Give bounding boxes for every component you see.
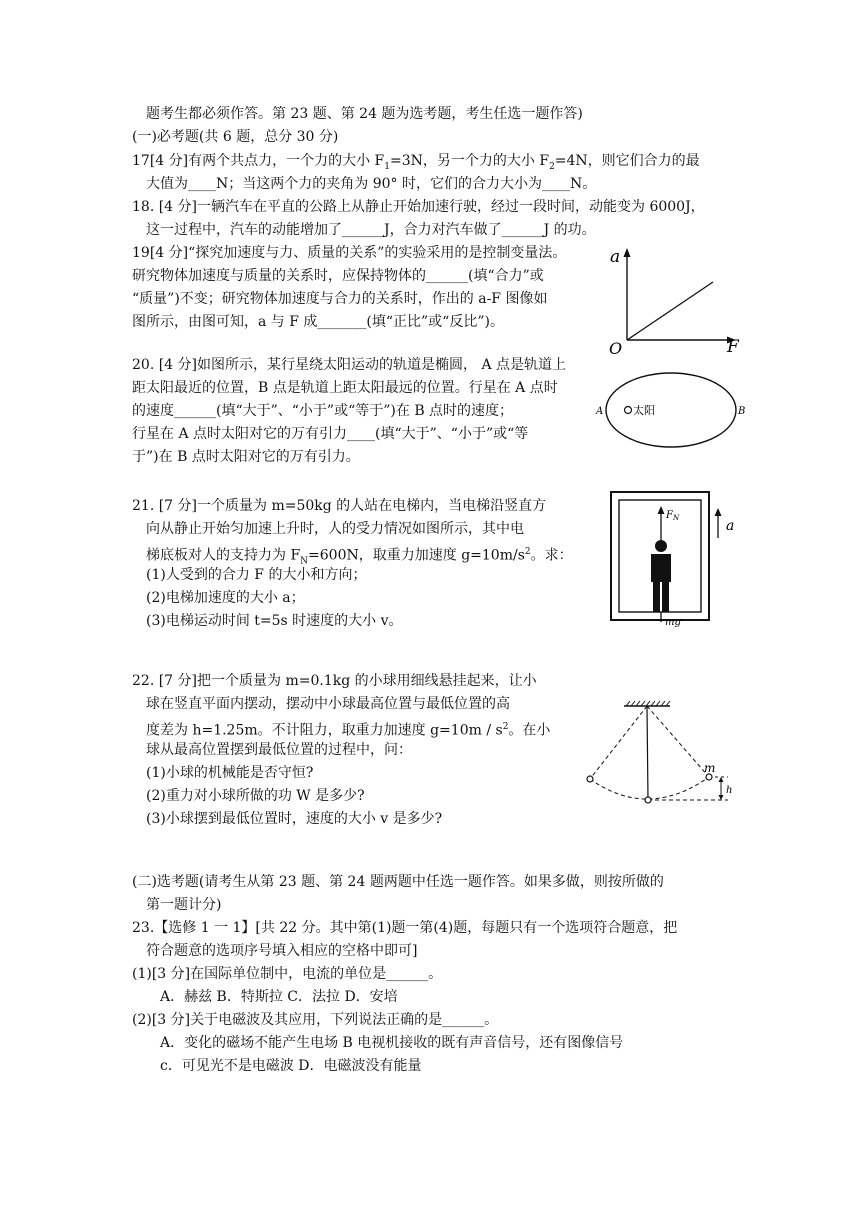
q22-pendulum-diagram <box>578 698 738 810</box>
section-required-heading: (一)必考题(共 6 题，总分 30 分) <box>132 129 339 145</box>
q19-origin-label: O <box>609 339 623 358</box>
q22-line2: 球在竖直平面内摆动，摆动中小球最高位置与最低位置的高 <box>146 696 510 712</box>
q19-line2: 研究物体加速度与质量的关系时，应保持物体的______(填“合力”或 <box>132 268 544 284</box>
q22-line5: (1)小球的机械能是否守恒? <box>146 765 314 781</box>
q23-part2-options-cd: c．可见光不是电磁波 D．电磁波没有能量 <box>160 1058 422 1074</box>
q20-line2: 距太阳最近的位置，B 点是轨道上距太阳最远的位置。行星在 A 点时 <box>132 380 558 396</box>
q19-line1: 19[4 分]“探究加速度与力、质量的关系”的实验采用的是控制变量法。 <box>132 245 567 261</box>
q21-line3: 梯底板对人的支持力为 $F_N=600N$，取重力加速度 $g=10m/s^2$。求： <box>146 547 573 567</box>
q19-x-axis-label: F <box>727 337 739 357</box>
q20-orbit-diagram <box>594 368 744 452</box>
q21-elevator-diagram <box>608 488 748 626</box>
q23-part1-options: A．赫兹 B．特斯拉 C．法拉 D．安培 <box>160 989 398 1005</box>
q18-line1: 18. [4 分]一辆汽车在平直的公路上从静止开始加速行驶，经过一段时间，动能变为 6000J， <box>132 199 705 215</box>
intro-line: 题考生都必须作答。第 23 题、第 24 题为选考题，考生任选一题作答) <box>146 106 583 122</box>
person-head-icon <box>655 540 667 552</box>
q17-line2: 大值为____N；当这两个力的夹角为 90° 时，它们的合力大小为____N。 <box>146 176 597 192</box>
gravity-label: mg <box>665 617 681 628</box>
q20-line4: 行星在 A 点时太阳对它的万有引力____(填“大于”、“小于”或“等 <box>132 426 529 442</box>
q19-af-graph <box>608 244 748 356</box>
sun-label: 太阳 <box>633 404 655 417</box>
q21-line6: (3)电梯运动时间 t=5s 时速度的大小 v。 <box>146 613 403 629</box>
q19-line3: “质量”)不变；研究物体加速度与合力的关系时，作出的 a-F 图像如 <box>132 291 548 307</box>
q22-line6: (2)重力对小球所做的功 W 是多少? <box>146 788 365 804</box>
section-elective-heading: (二)选考题(请考生从第 23 题、第 24 题两题中任选一题作答。如果多做，则按所做的 <box>132 874 664 890</box>
q22-line3: 度差为 h=1.25m。不计阻力，取重力加速度 $g=10m / s^2$。在小 <box>146 722 551 739</box>
q21-line1: 21. [7 分]一个质量为 m=50kg 的人站在电梯内，当电梯沿竖直方 <box>132 498 547 514</box>
q19-line4: 图所示，由图可知，a 与 F 成_______(填“正比”或“反比”)。 <box>132 314 504 330</box>
point-b-label: B <box>738 406 746 417</box>
height-label: h <box>726 785 733 796</box>
q22-line7: (3)小球摆到最低位置时，速度的大小 v 是多少? <box>146 811 443 827</box>
acceleration-label: a <box>726 518 735 534</box>
q18-line2: 这一过程中，汽车的动能增加了______J，合力对汽车做了______J 的功。 <box>146 222 596 238</box>
q21-line2: 向从静止开始匀加速上升时，人的受力情况如图所示，其中电 <box>146 521 524 537</box>
q23-part2: (2)[3 分]关于电磁波及其应用，下列说法正确的是______。 <box>132 1012 499 1028</box>
q23-line1: 23.【选修 1 一 1】[共 22 分。其中第(1)题一第(4)题，每题只有一个选项符合题意，把 <box>132 920 678 936</box>
q23-part2-options-ab: A．变化的磁场不能产生电场 B 电视机接收的既有声音信号，还有图像信号 <box>160 1035 624 1051</box>
q21-line5: (2)电梯加速度的大小 a； <box>146 590 305 606</box>
q23-line2: 符合题意的选项序号填入相应的空格中即可] <box>146 943 418 959</box>
q20-line3: 的速度______(填“大于”、“小于”或“等于”)在 B 点时的速度； <box>132 403 514 419</box>
normal-force-label: $F_N$ <box>666 510 680 522</box>
mass-label: m <box>704 761 716 775</box>
q20-line1: 20. [4 分]如图所示，某行星绕太阳运动的轨道是椭圆， A 点是轨道上 <box>132 357 567 373</box>
q17-line1: 17[4 分]有两个共点力，一个力的大小 $F_1=3N$，另一个力的大小 $F_2=4N$，则它们合力的最 <box>132 153 700 172</box>
sun-icon <box>625 407 632 414</box>
point-a-label: A <box>596 406 604 417</box>
q22-line1: 22. [7 分]把一个质量为 m=0.1kg 的小球用细线悬挂起来，让小 <box>132 673 537 689</box>
q22-line4: 球从最高位置摆到最低位置的过程中，问： <box>146 742 412 758</box>
section-elective-heading-cont: 第一题计分) <box>146 897 222 913</box>
q21-line4: (1)人受到的合力 F 的大小和方向； <box>146 567 367 583</box>
q23-part1: (1)[3 分]在国际单位制中，电流的单位是______。 <box>132 966 443 982</box>
q20-line5: 于”)在 B 点时太阳对它的万有引力。 <box>132 449 360 465</box>
q19-y-axis-label: a <box>610 247 621 267</box>
